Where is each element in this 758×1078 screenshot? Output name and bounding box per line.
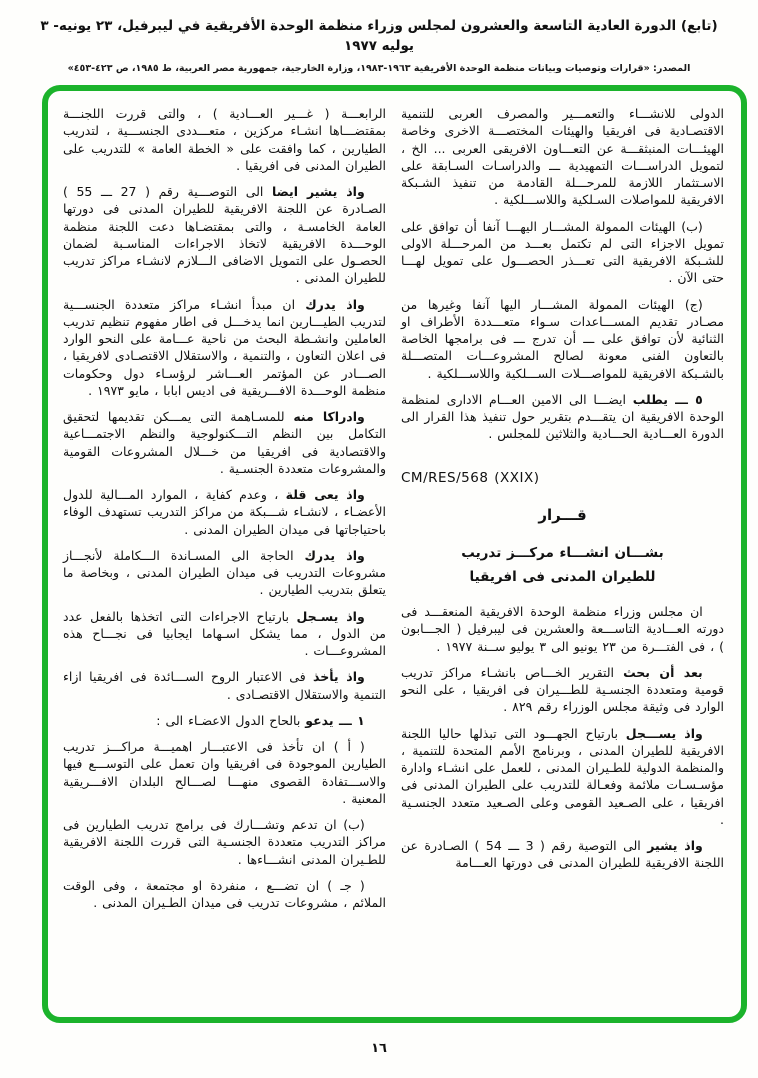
paragraph-text: ان مبدأ انشـاء مراكز متعددة الجنســـية لتدريب الطيـــارين انما يدخـــل فى اطار مفهوم تنظيم تدريب العاملين وانشـطة البحث من ناحية عـــامة على النحو الوارد فى اعلان التعاون ، والتنمية ، والاستقلال الاقتصـادى لافريقيا ، الصـــادر عن المؤتمر العـــاشر لرؤسـاء دول وحكومات منظمة الوحـــدة الافـــريقية فى اديس ابابا ، مايو ١٩٧٣ . (63, 296, 386, 398)
paragraph-text: (ب) ان تدعم وتشـــارك فى برامج تدريب الطيارين فى مراكز التدريب متعددة الجنسـية التى قررت اللجنة الافريقية للطـيران المدنى انشـــاءها . (63, 817, 386, 867)
catchword: بعد أن بحث (623, 664, 703, 680)
paragraph-text: قـــرار (538, 506, 587, 525)
paragraph (63, 608, 386, 660)
paragraph (63, 408, 386, 477)
paragraph-text: CM/RES/568 (XXIX) (401, 469, 540, 486)
page-number: ١٦ (371, 1041, 387, 1056)
paragraph-text: ان مجلس وزراء منظمة الوحدة الافريقية المنعقـــد فى دورته العـــادية التاســـعة والعشرين فى ليبرفيل ( الجـــابون ) ، فى الفتـــرة من ٢٣ يونيو الى ٣ يوليو ســنة ١٩٧٧ . (401, 604, 724, 654)
paragraph (401, 105, 724, 209)
paragraph-text: بارتياح الاجراءات التى اتخذها بالفعل عدد من الدول ، مما يشكل اسـهاما ايجابيا فى نجـــاح هذه المشروعـــات . (63, 608, 386, 658)
paragraph-text: التقرير الخـــاص بانشـاء مراكز تدريب قومية ومتعددة الجنسـية للطـــيران فى افريقيا ، على النحو الوارد فى وثيقة مجلس الوزراء رقم ٨٢٩ . (401, 664, 724, 715)
paragraph-text: للمسـاهمة التى يمـــكن تقديمها لتحقيق التكامل بين النظم التـــكنولوجية والنظم الاجتمـــاعية والاقتصادية فى افريقيا من خـــلال المشروعات القومية والمشروعات متعددة الجنسـية . (63, 409, 386, 476)
paragraph (63, 183, 386, 287)
paragraph-text: بارتياح الجهـــود التى تبذلها حاليا اللجنة الافريقية للطيران المدنى ، وبرنامج الأمم المتحدة للتنمية ، والمنظمة الدولية للطـيران المدنى ، للعمل على انشـاء وادارة مؤسـسـات ملائمة وفعـالة للتدريب على الطيران المدنى فى افريقيا ، على الصـعيد القومى وعلى الصـعيد متعدد الجنسـية . (401, 725, 724, 827)
catchword: واذ يشير ايضا (272, 184, 365, 199)
two-column-text (63, 105, 724, 1007)
paragraph-text: ايضـــا الى الامين العـــام الادارى لمنظمة الوحدة الافريقية ان يتقـــدم بتقرير حول تنفيذ هذا القرار الى الدورة العـــادية الحـــادية والثلاثين للمجلس . (401, 391, 724, 442)
catchword: ٥ ـــ يطلب (632, 391, 703, 407)
paragraph-text: فى الاعتبار الروح الســـائدة فى افريقيا ازاء التنمية والاستقلال الاقتصـادى . (63, 669, 386, 702)
paragraph-text: ( جـ ) ان تضـــع ، منفردة او مجتمعة ، وفى الوقت الملائم ، مشروعات تدريب فى ميدان الطـيران المدنى . (63, 877, 386, 910)
catchword: واذ يســـجل (625, 725, 703, 741)
paragraph (401, 725, 724, 829)
paragraph (63, 712, 386, 729)
catchword: واذ يسـجل (296, 608, 365, 624)
paragraph-text: الحاجة الى المسـاندة الـــكاملة لأنجـــاز مشروعات التدريب فى ميدان الطيران المدنى ، وبخاصة ما يتعلق بتدريب الطيارين . (63, 547, 386, 598)
paragraph (401, 296, 724, 382)
paragraph (401, 664, 724, 716)
paragraph-text: (ب) الهيئات الممولة المشـــار اليهـــا آنفا أن توافق على تمويل الاجزاء التى لم تكتمل بعـــد من المرحـــلة الاولى للشـبكة الافريقية التى تعـــذر الحصـــول على تمويل لهـــا حتى الآن . (401, 218, 724, 286)
catchword: واذ يدرك (305, 296, 365, 312)
catchword: ١ ـــ يدعو (305, 712, 365, 728)
paragraph-text: بالحاح الدول الاعضـاء الى : (156, 712, 306, 728)
paragraph-text: (ج) الهيئات الممولة المشـــار اليها آنفا وغيرها من مصـادر تقديم المســـاعدات سـواء متعـــددة الأطراف او الثنائية لأن توافق على ـــ أن تدرج ـــ فى برامجها الخاصة بالتعاون الفنى معونة لصالح المشروعـــات المتصـــلة بالشـبكة الافريقية للمواصـــلات الســـلكية واللاســـلكية . (401, 296, 724, 381)
paragraph (63, 877, 386, 912)
paragraph-text: ، وعدم كفاية ، الموارد المـــالية للدول الأعضـاء ، لانشـاء شـــبكة من مراكز التدريب تستهدف الوفاء باحتياجاتها فى ميدان الطيران المدنى . (63, 487, 386, 537)
paragraph (63, 547, 386, 599)
paragraph (63, 105, 386, 174)
header-session-title: (تابع) الدورة العادية التاسعة والعشرون لمجلس وزراء منظمة الوحدة الأفريقية في ليبرفيل، ٢٣ يونيه- ٣ يوليه ١٩٧٧ (40, 18, 718, 55)
paragraph (63, 816, 386, 868)
paragraph-text: الى التوصية رقم ( 3 ـــ 54 ) الصـادرة عن اللجنة الافريقية للطيران المدنى فى دورتها العـــامة (401, 838, 724, 871)
catchword: وادراكا منه (293, 409, 365, 424)
paragraph (63, 668, 386, 703)
paragraph (401, 837, 724, 872)
column-left (63, 105, 386, 1007)
page-header (0, 16, 758, 74)
catchword: واذ يعى قلة (285, 487, 365, 502)
paragraph-text: الى التوصـــية رقم ( 27 ـــ 55 ) الصـادرة عن اللجنة الافريقية للطيران المدنى فى دورتها العامة الخامسـة ، والتى بمقتضـاها دعت اللجنة منظمة الوحـــدة الافريقية لاتخاذ الاجراءات المناسـبة لضمان الحصـول على التمويل الاضافى الـــلازم لانشـاء مراكز تدريب للطيران المدنى . (63, 184, 386, 286)
catchword: واذ يدرك (304, 547, 365, 563)
paragraph-text: بشـــان انشـــاء مركـــز تدريب (461, 544, 664, 561)
catchword: واذ يأخذ (312, 669, 365, 685)
resolution-heading (401, 568, 724, 587)
catchword: واذ يشير (647, 838, 703, 854)
green-border-frame (42, 85, 747, 1023)
paragraph (63, 296, 386, 400)
paragraph-text: ( أ ) ان تأخذ فى الاعتبـــار اهميـــة مراكـــز تدريب الطيارين الموجودة فى افريقيا وان تعمل على التوســـع فيها والاســـتفادة القصوى منهـــا لصـــالح البلدان الافـــريقية المعنية . (63, 739, 386, 806)
paragraph (401, 218, 724, 287)
paragraph-text: للطيران المدنى فى افريقيا (469, 569, 656, 586)
resolution-heading (401, 505, 724, 526)
resolution-ref (401, 469, 724, 488)
paragraph-text: الدولى للانشـــاء والتعمـــير والمصرف العربى للتنمية الاقتصـادية فى افريقيا والهيئات المختصـــة الاخرى وخاصة الهيئـــات المنبثقـــة عن التعـــاون الافريقى العربى ... الخ ، لتمويل الدراســـات التمهيدية ـــ والدراسـات السـابقة على الاسـتثمار اللازمة للمرحـــلة القادمة من تنفيذ الشـبكة الافريقية للمواصلات السـلكية واللاســـلكية . (401, 106, 724, 208)
column-right (401, 105, 724, 1007)
paragraph (401, 603, 724, 655)
header-source-note: المصدر: «قرارات وتوصيات وبيانات منظمة الوحدة الأفريقية ١٩٦٣-١٩٨٣، وزارة الخارجية، جمهورية مصر العربية، ط ١٩٨٥، ص ٤٢٣-٤٥٣» (67, 62, 691, 74)
paragraph (63, 738, 386, 807)
paragraph-text: الرابعـــة ( غـــير العـــادية ) ، والتى قررت اللجنـــة بمقتضـــاها انشـاء مركزين ، متعـــددى الجنســـية ، لتدريب الطيارين ، كما وافقت على « الخطة العامة » للتدريب على الطيران المدنى فى افريقيا . (63, 106, 386, 173)
resolution-heading (401, 544, 724, 563)
paragraph (63, 486, 386, 538)
paragraph (401, 391, 724, 443)
